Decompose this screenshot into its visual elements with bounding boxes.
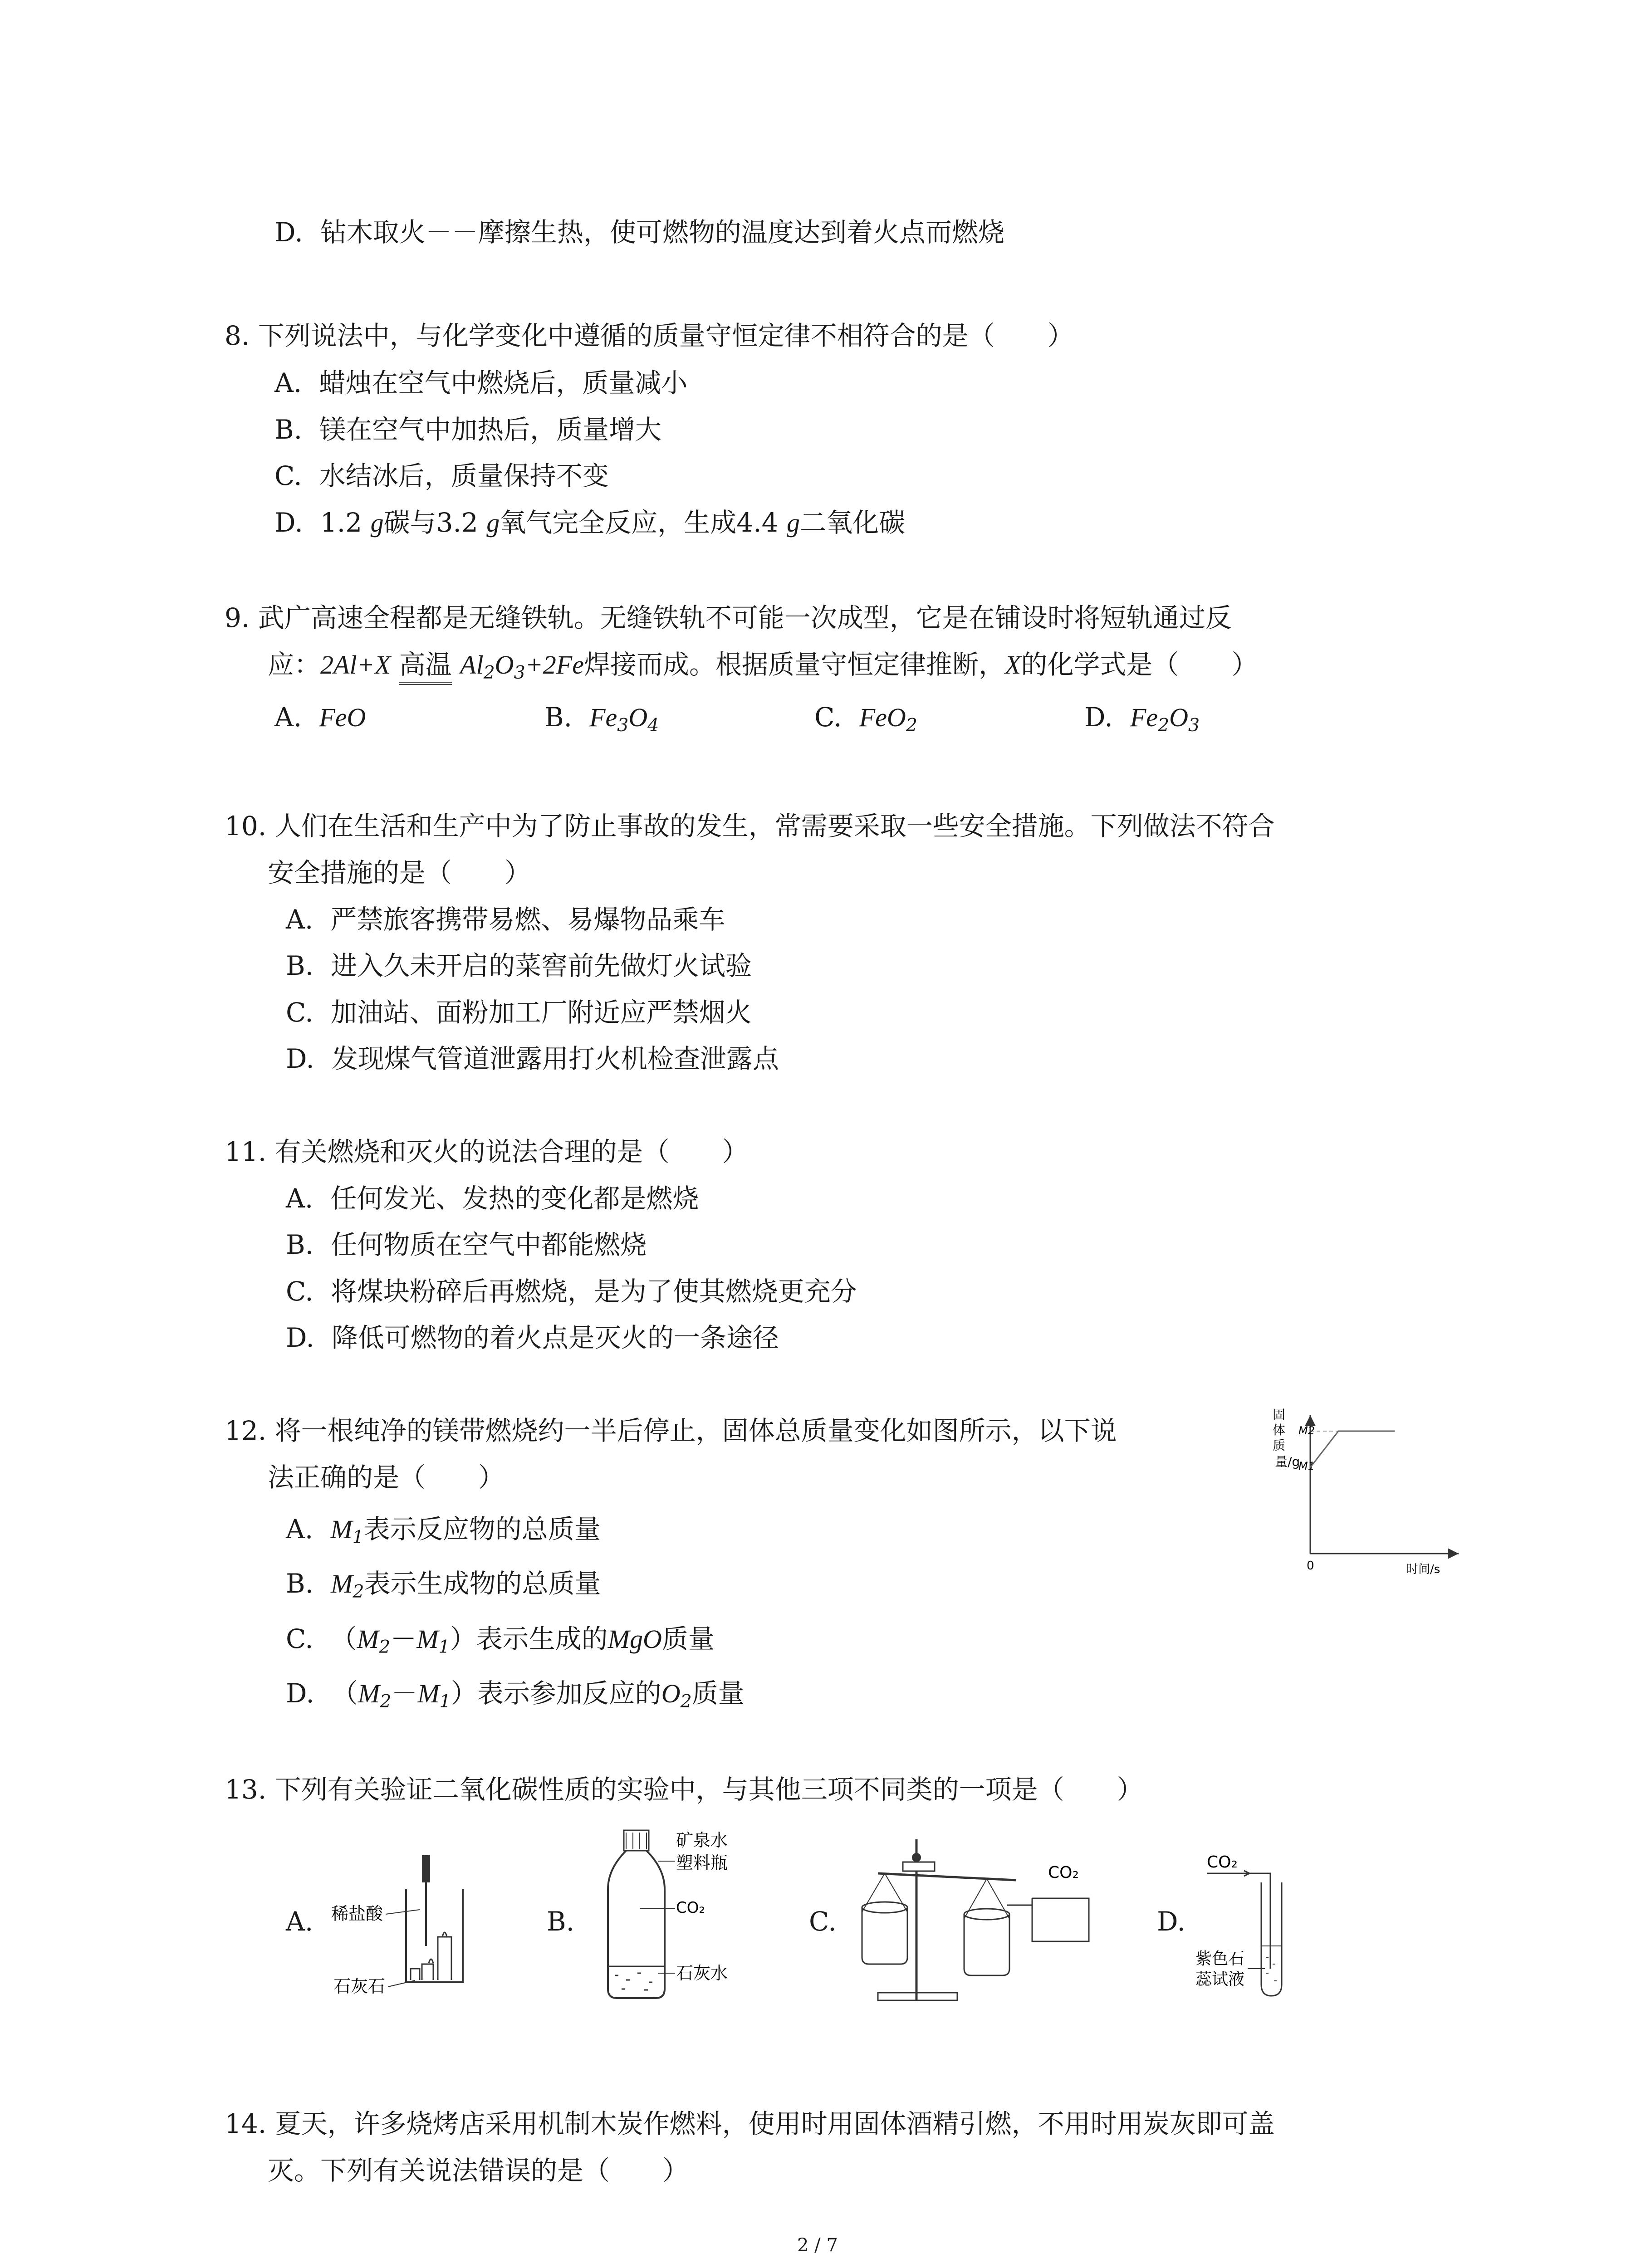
q9-option-a: A. FeO bbox=[274, 702, 366, 733]
q13-a-beaker-diagram bbox=[327, 1846, 508, 2000]
q13-c-balance-diagram bbox=[853, 1821, 1107, 2012]
mass-time-chart bbox=[1270, 1406, 1461, 1579]
q8-option-a: A. 蜡烛在空气中燃烧后，质量减小 bbox=[274, 367, 688, 398]
q8-option-c: C. 水结冰后，质量保持不变 bbox=[274, 460, 609, 491]
q8-option-d: D. 1.2 g碳与3.2 g氧气完全反应，生成4.4 g二氧化碳 bbox=[274, 507, 905, 538]
m2-label: M2 bbox=[1298, 1424, 1315, 1437]
stone-pointer bbox=[388, 1980, 415, 1987]
limestone-label: 石灰石 bbox=[333, 1976, 386, 1996]
clamp bbox=[903, 1862, 935, 1871]
q13-option-d-label: D. bbox=[1157, 1906, 1185, 1937]
balance-beam bbox=[878, 1873, 1016, 1880]
q12-option-d: D. （M2－M1）表示参加反应的O2质量 bbox=[286, 1678, 745, 1712]
q9-option-c: C. FeO2 bbox=[814, 702, 917, 736]
q11-option-c: C. 将煤块粉碎后再燃烧，是为了使其燃烧更充分 bbox=[286, 1276, 857, 1307]
x-axis-label: 时间/s bbox=[1406, 1563, 1440, 1576]
q11-option-d: D. 降低可燃物的着火点是灭火的一条途径 bbox=[286, 1322, 779, 1353]
q11-stem: 11. 有关燃烧和灭火的说法合理的是（ ） bbox=[225, 1136, 749, 1167]
bottle-label-2: 塑料瓶 bbox=[676, 1853, 728, 1873]
delivery-tube bbox=[1248, 1873, 1270, 1969]
q12-option-b: B. M2表示生成物的总质量 bbox=[286, 1568, 601, 1603]
q9-option-d: D. Fe2O3 bbox=[1084, 702, 1200, 736]
q12-stem-line1: 12. 将一根纯净的镁带燃烧约一半后停止，固体总质量变化如图所示，以下说 bbox=[225, 1415, 1117, 1446]
m1-label: M1 bbox=[1298, 1460, 1315, 1472]
q10-option-d: D. 发现煤气管道泄露用打火机检查泄露点 bbox=[286, 1043, 779, 1074]
q12-stem-line2: 法正确的是（ ） bbox=[268, 1462, 505, 1493]
gas-container bbox=[1007, 1898, 1089, 1941]
co2-label: CO₂ bbox=[676, 1899, 705, 1917]
origin-label: 0 bbox=[1307, 1559, 1314, 1573]
q8-option-b: B. 镁在空气中加热后，质量增大 bbox=[274, 414, 662, 445]
q7-option-d: D. 钻木取火－－摩擦生热，使可燃物的温度达到着火点而燃烧 bbox=[274, 217, 1004, 248]
q13-d-testtube-diagram bbox=[1193, 1848, 1329, 2003]
q11-option-a: A. 任何发光、发热的变化都是燃烧 bbox=[286, 1183, 699, 1214]
q8-stem: 8. 下列说法中，与化学变化中遵循的质量守恒定律不相符合的是（ ） bbox=[225, 320, 1074, 351]
y-axis-label-3: 质 bbox=[1273, 1438, 1286, 1453]
q14-stem-line2: 灭。下列有关说法错误的是（ ） bbox=[268, 2155, 689, 2186]
acid-pointer bbox=[386, 1910, 420, 1914]
q10-stem-line2: 安全措施的是（ ） bbox=[268, 857, 531, 888]
q10-stem-line1: 10. 人们在生活和生产中为了防止事故的发生，常需要采取一些安全措施。下列做法不符合 bbox=[225, 811, 1275, 841]
q9-stem-line2: 应：2Al+X 高温 Al2O3+2Fe焊接而成。根据质量守恒定律推断，X的化学式是（ ） bbox=[268, 651, 1258, 682]
litmus-label-2: 蕊试液 bbox=[1195, 1970, 1245, 1989]
bottle-label-1: 矿泉水 bbox=[676, 1830, 728, 1850]
limewater-label: 石灰水 bbox=[676, 1963, 728, 1983]
co2-label: CO₂ bbox=[1207, 1853, 1238, 1872]
y-axis-label-1: 固 bbox=[1273, 1407, 1286, 1422]
left-beaker bbox=[862, 1907, 907, 1964]
q13-option-b-label: B. bbox=[547, 1906, 575, 1937]
bottle-cap bbox=[624, 1830, 649, 1851]
q9-option-b: B. Fe3O4 bbox=[544, 702, 659, 736]
reaction-condition: 高温 bbox=[399, 649, 452, 685]
q12-option-c: C. （M2－M1）表示生成的MgO质量 bbox=[286, 1623, 715, 1658]
q10-option-a: A. 严禁旅客携带易燃、易爆物品乘车 bbox=[286, 904, 725, 935]
right-beaker bbox=[964, 1914, 1009, 1975]
mass-curve bbox=[1310, 1431, 1395, 1467]
co2-label: CO₂ bbox=[1048, 1863, 1079, 1882]
step-board bbox=[438, 1937, 451, 1980]
q14-stem-line1: 14. 夏天，许多烧烤店采用机制木炭作燃料，使用时用固体酒精引燃，不用时用炭灰即可盖 bbox=[225, 2108, 1275, 2139]
test-tube bbox=[1261, 1882, 1282, 1996]
q11-option-b: B. 任何物质在空气中都能燃烧 bbox=[286, 1229, 647, 1260]
q10-option-c: C. 加油站、面粉加工厂附近应严禁烟火 bbox=[286, 997, 752, 1028]
dropper-bulb bbox=[422, 1855, 430, 1882]
y-axis-label-4: 量/g bbox=[1275, 1454, 1300, 1469]
y-axis-label-2: 体 bbox=[1273, 1422, 1286, 1437]
page-number: 2 / 7 bbox=[797, 2235, 838, 2256]
q13-option-a-label: A. bbox=[286, 1906, 314, 1937]
acid-label: 稀盐酸 bbox=[331, 1904, 383, 1924]
q13-option-c-label: C. bbox=[809, 1906, 837, 1937]
q10-option-b: B. 进入久未开启的菜窖前先做灯火试验 bbox=[286, 950, 752, 981]
q13-b-bottle-diagram bbox=[590, 1826, 780, 2007]
candles bbox=[411, 1964, 433, 1980]
q13-stem: 13. 下列有关验证二氧化碳性质的实验中，与其他三项不同类的一项是（ ） bbox=[225, 1774, 1143, 1805]
q9-stem-line1: 9. 武广高速全程都是无缝铁轨。无缝铁轨不可能一次成型，它是在铺设时将短轨通过反 bbox=[225, 602, 1232, 633]
q12-option-a: A. M1表示反应物的总质量 bbox=[286, 1514, 601, 1548]
litmus-label-1: 紫色石 bbox=[1195, 1950, 1245, 1968]
